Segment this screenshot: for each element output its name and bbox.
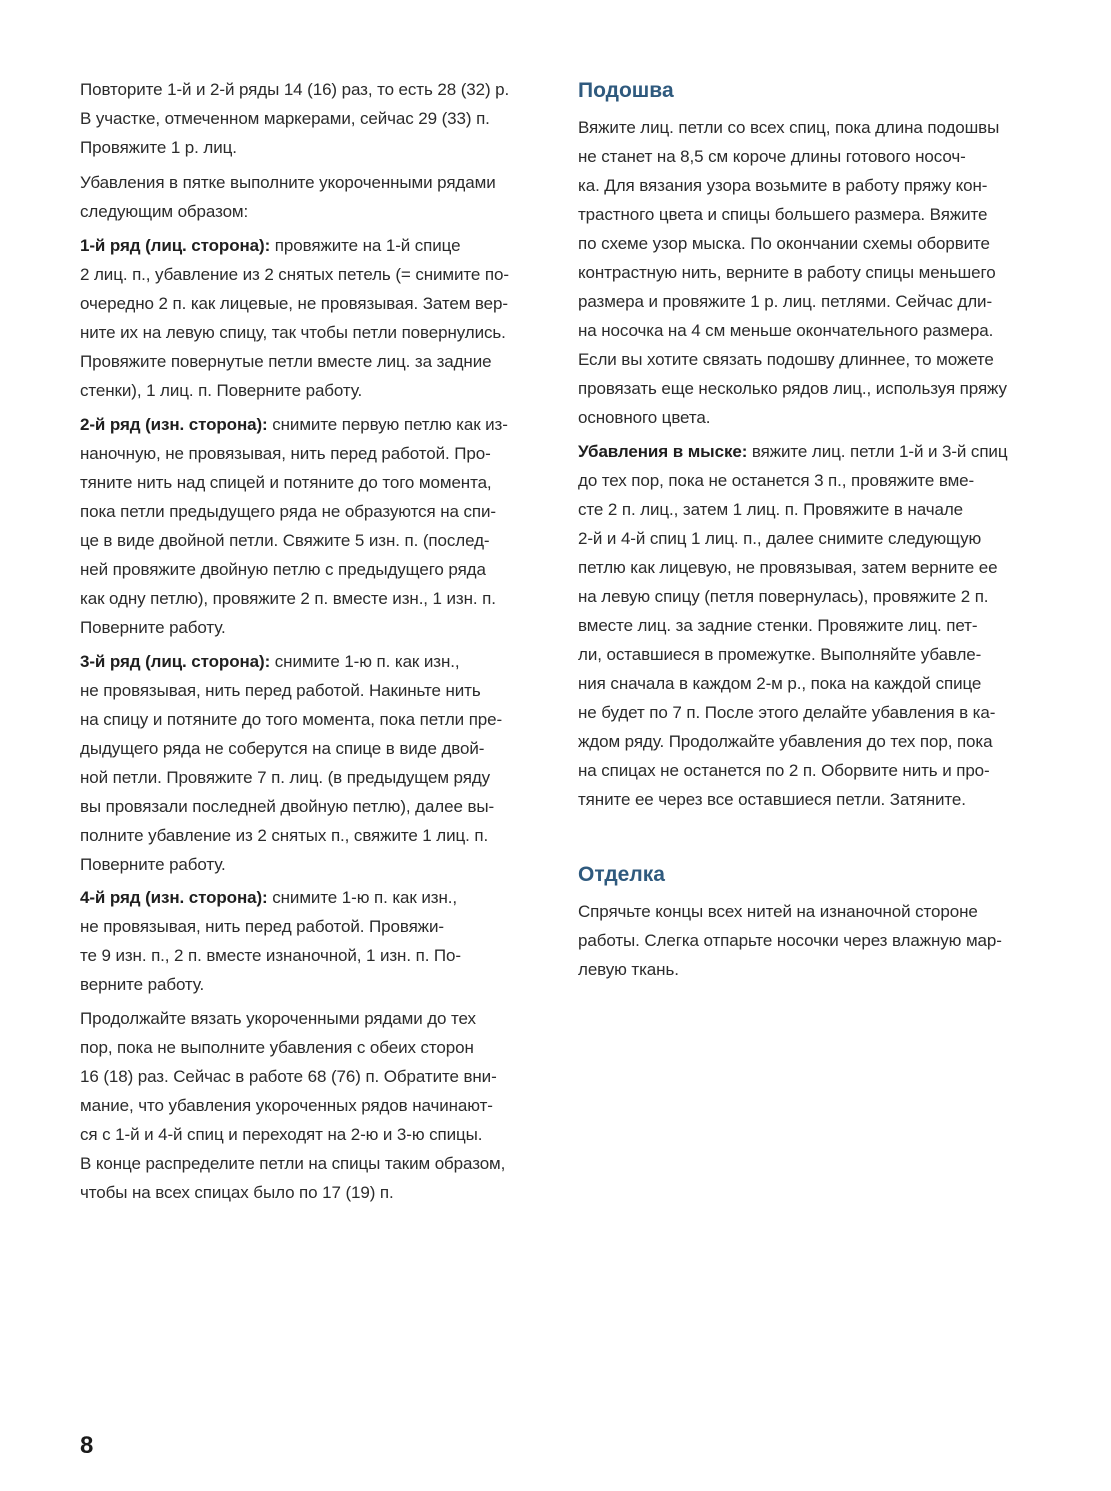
row-4-line: 4-й ряд (изн. сторона): снимите 1-ю п. как изн., xyxy=(80,888,457,907)
text-line: 16 (18) раз. Сейчас в работе 68 (76) п. Обратите вни- xyxy=(80,1067,497,1086)
text-line: ните их на левую спицу, так чтобы петли повернулись. xyxy=(80,323,506,342)
text-line: не провязывая, нить перед работой. Накиньте нить xyxy=(80,681,481,700)
toe-decrease-line: Убавления в мыске: вяжите лиц. петли 1-й и 3-й спиц xyxy=(578,442,1008,461)
text-line: на спицах не останется по 2 п. Оборвите нить и про- xyxy=(578,761,990,780)
row-1-line: 1-й ряд (лиц. сторона): провяжите на 1-й спице xyxy=(80,236,461,255)
section-heading-finish: Отделка xyxy=(578,863,665,886)
row-2-label: 2-й ряд (изн. сторона): xyxy=(80,415,268,434)
text-line: тяните ее через все оставшиеся петли. Затяните. xyxy=(578,790,966,809)
text-line: це в виде двойной петли. Свяжите 5 изн. п. (послед- xyxy=(80,531,490,550)
text-line: Повторите 1-й и 2-й ряды 14 (16) раз, то есть 28 (32) р. xyxy=(80,80,510,99)
text-line: петлю как лицевую, не провязывая, затем верните ее xyxy=(578,558,998,577)
text-line: Провяжите 1 р. лиц. xyxy=(80,138,237,157)
text-line: Поверните работу. xyxy=(80,618,226,637)
text-line: полните убавление из 2 снятых п., свяжите 1 лиц. п. xyxy=(80,826,489,845)
text-line: сте 2 п. лиц., затем 1 лиц. п. Провяжите в начале xyxy=(578,500,964,519)
text-line: на носочка на 4 см меньше окончательного размера. xyxy=(578,321,994,340)
text-line: стенки), 1 лиц. п. Поверните работу. xyxy=(80,381,363,400)
text-line: Вяжите лиц. петли со всех спиц, пока длина подошвы xyxy=(578,118,1000,137)
text-line: ной петли. Провяжите 7 п. лиц. (в предыдущем ряду xyxy=(80,768,491,787)
text-line: ли, оставшиеся в промежутке. Выполняйте убавле- xyxy=(578,645,982,664)
text-line: дыдущего ряда не соберутся на спице в виде двой- xyxy=(80,739,485,758)
text-line: В участке, отмеченном маркерами, сейчас 29 (33) п. xyxy=(80,109,490,128)
text-line: тяните нить над спицей и потяните до того момента, xyxy=(80,473,492,492)
text-line: ка. Для вязания узора возьмите в работу пряжу кон- xyxy=(578,176,988,195)
text-line: Убавления в пятке выполните укороченными рядами xyxy=(80,173,496,192)
text-line: трастного цвета и спицы большего размера. Вяжите xyxy=(578,205,988,224)
text-line: Провяжите повернутые петли вместе лиц. за задние xyxy=(80,352,492,371)
row-4-label: 4-й ряд (изн. сторона): xyxy=(80,888,268,907)
text-line: на левую спицу (петля повернулась), провяжите 2 п. xyxy=(578,587,989,606)
text-line: ней провяжите двойную петлю с предыдущего ряда xyxy=(80,560,486,579)
text-line: Спрячьте концы всех нитей на изнаночной стороне xyxy=(578,902,978,921)
text-line: ждом ряду. Продолжайте убавления до тех пор, пока xyxy=(578,732,993,751)
text-line: пока петли предыдущего ряда не образуются на спи- xyxy=(80,502,496,521)
section-heading-sole: Подошва xyxy=(578,79,674,102)
text-line: Поверните работу. xyxy=(80,855,226,874)
text-line: левую ткань. xyxy=(578,960,679,979)
text-line: работы. Слегка отпарьте носочки через влажную мар- xyxy=(578,931,1002,950)
text-line: В конце распределите петли на спицы таким образом, xyxy=(80,1154,506,1173)
text-line: 2 лиц. п., убавление из 2 снятых петель (= снимите по- xyxy=(80,265,509,284)
text-line: верните работу. xyxy=(80,975,205,994)
text-line: как одну петлю), провяжите 2 п. вместе изн., 1 изн. п. xyxy=(80,589,496,608)
text-line: очередно 2 п. как лицевые, не провязывая. Затем вер- xyxy=(80,294,508,313)
text-line: чтобы на всех спицах было по 17 (19) п. xyxy=(80,1183,394,1202)
text-line: по схеме узор мыска. По окончании схемы оборвите xyxy=(578,234,990,253)
text-line: 2-й и 4-й спиц 1 лиц. п., далее снимите следующую xyxy=(578,529,982,548)
text-line: мание, что убавления укороченных рядов начинают- xyxy=(80,1096,493,1115)
text-line: до тех пор, пока не останется 3 п., провяжите вме- xyxy=(578,471,975,490)
text-line: основного цвета. xyxy=(578,408,711,427)
text-line: не станет на 8,5 см короче длины готового носоч- xyxy=(578,147,966,166)
text-line: пор, пока не выполните убавления с обеих сторон xyxy=(80,1038,474,1057)
row-3-label: 3-й ряд (лиц. сторона): xyxy=(80,652,271,671)
text-line: не будет по 7 п. После этого делайте убавления в ка- xyxy=(578,703,996,722)
page-number: 8 xyxy=(80,1432,94,1459)
text-line: провязать еще несколько рядов лиц., используя пряжу xyxy=(578,379,1007,398)
text-line: на спицу и потяните до того момента, пока петли пре- xyxy=(80,710,503,729)
text-line: те 9 изн. п., 2 п. вместе изнаночной, 1 изн. п. По- xyxy=(80,946,461,965)
text-line: следующим образом: xyxy=(80,202,249,221)
text-line: Если вы хотите связать подошву длиннее, то можете xyxy=(578,350,994,369)
row-1-label: 1-й ряд (лиц. сторона): xyxy=(80,236,271,255)
text-line: Продолжайте вязать укороченными рядами до тех xyxy=(80,1009,476,1028)
toe-decrease-label: Убавления в мыске: xyxy=(578,442,748,461)
text-line: вы провязали последней двойную петлю), далее вы- xyxy=(80,797,495,816)
text-line: контрастную нить, верните в работу спицы меньшего xyxy=(578,263,996,282)
text-line: ся с 1-й и 4-й спиц и переходят на 2-ю и 3-ю спицы. xyxy=(80,1125,483,1144)
text-line: размера и провяжите 1 р. лиц. петлями. Сейчас дли- xyxy=(578,292,993,311)
text-line: ния сначала в каждом 2-м р., пока на каждой спице xyxy=(578,674,982,693)
row-2-line: 2-й ряд (изн. сторона): снимите первую петлю как из- xyxy=(80,415,508,434)
text-line: не провязывая, нить перед работой. Провяжи- xyxy=(80,917,444,936)
text-line: наночную, не провязывая, нить перед работой. Про- xyxy=(80,444,491,463)
text-line: вместе лиц. за задние стенки. Провяжите лиц. пет- xyxy=(578,616,978,635)
row-3-line: 3-й ряд (лиц. сторона): снимите 1-ю п. как изн., xyxy=(80,652,460,671)
